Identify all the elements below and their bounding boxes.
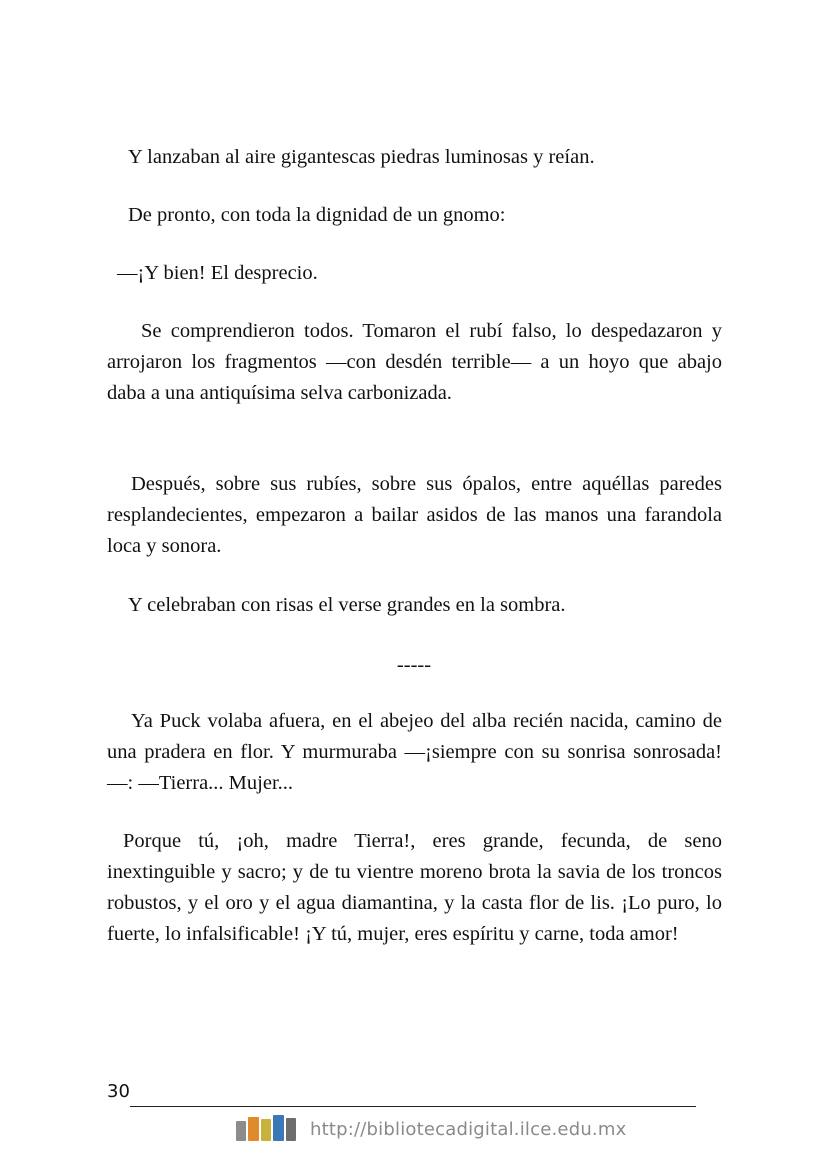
paragraph-4: Se comprendieron todos. Tomaron el rubí falso, lo despedazaron y arrojaron los fragmentos —con desdén terrible— a un hoyo que abajo daba a una antiquísima selva carbonizada. [107, 320, 722, 404]
footer-rule [130, 1106, 696, 1107]
footer-brand [236, 1114, 626, 1144]
paragraph-2: De pronto, con toda la dignidad de un gnomo: [128, 204, 506, 226]
paragraph-1: Y lanzaban al aire gigantescas piedras luminosas y reían. [128, 146, 595, 168]
paragraph-3: —¡Y bien! El desprecio. [117, 262, 318, 284]
paragraph-8: Porque tú, ¡oh, madre Tierra!, eres grande, fecunda, de seno inextinguible y sacro; y de tu vientre moreno brota la savia de los troncos robustos, y el oro y el agua diamantina, y la casta flor de lis. ¡Lo puro, lo fuerte, lo infalsificable! ¡Y tú, mujer, eres espíritu y carne, toda amor! [107, 830, 722, 945]
paragraph-6: Y celebraban con risas el verse grandes en la sombra. [128, 594, 566, 616]
paragraph-5: Después, sobre sus rubíes, sobre sus ópalos, entre aquéllas paredes resplandecientes, empezaron a bailar asidos de las manos una farandola loca y sonora. [107, 473, 722, 557]
books-logo-icon [236, 1115, 298, 1143]
paragraph-7: Ya Puck volaba afuera, en el abejeo del alba recién nacida, camino de una pradera en flor. Y murmuraba —¡siempre con su sonrisa sonrosada!—: —Tierra... Mujer... [107, 710, 722, 794]
footer-url-link[interactable]: http://bibliotecadigital.ilce.edu.mx [310, 1118, 627, 1140]
page-number: 30 [107, 1081, 130, 1102]
section-separator: ----- [396, 654, 432, 676]
